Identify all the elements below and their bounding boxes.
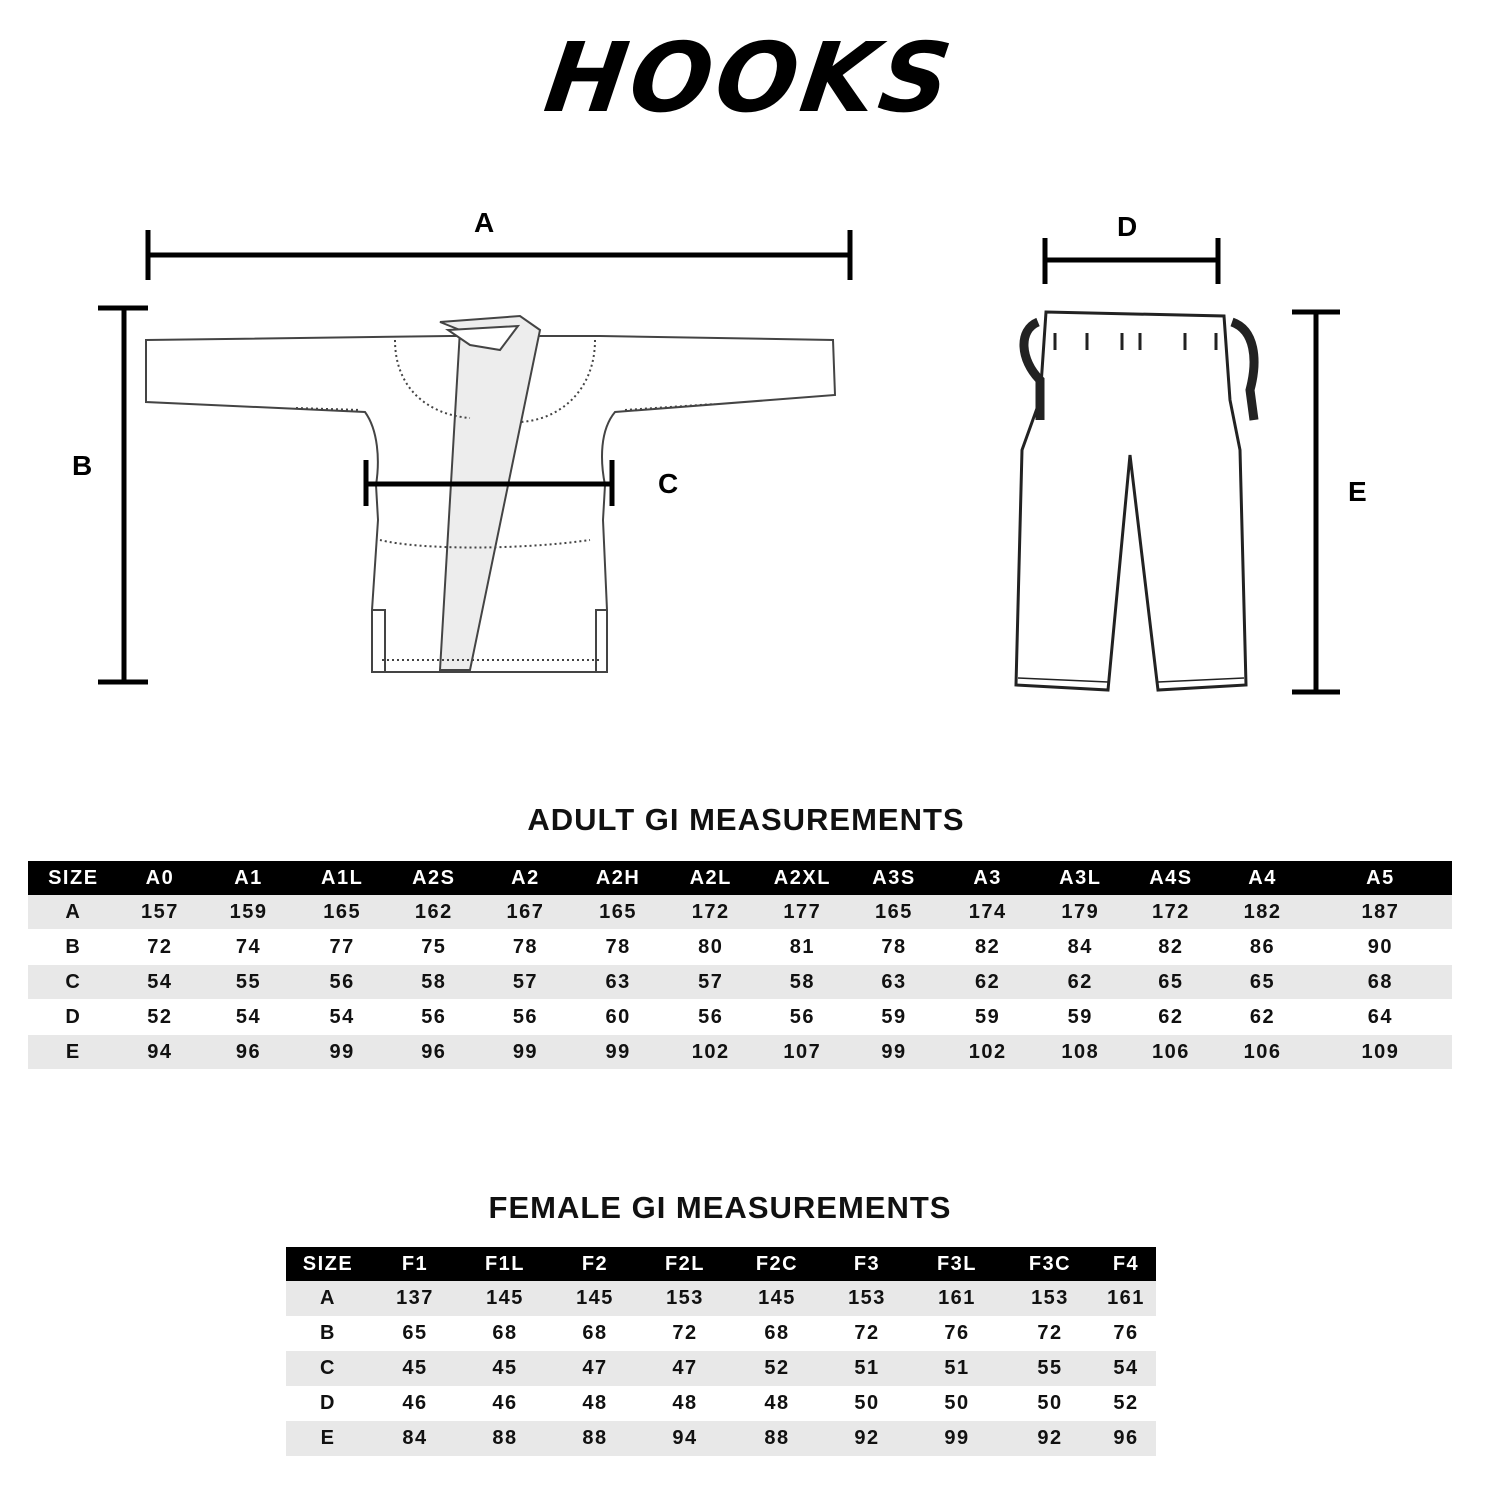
table-cell: 108 xyxy=(1035,1035,1126,1069)
column-header: F2C xyxy=(730,1247,824,1281)
column-header: A4 xyxy=(1216,861,1309,895)
table-cell: 96 xyxy=(1096,1421,1156,1456)
table-cell: 59 xyxy=(1067,1005,1093,1028)
column-header: A5 xyxy=(1309,861,1452,895)
table-cell: 165 xyxy=(572,895,665,929)
table-cell: 94 xyxy=(119,1035,202,1069)
table-cell: 161 xyxy=(910,1281,1004,1316)
table-cell: 62 xyxy=(1249,1005,1276,1028)
table-cell: 63 xyxy=(848,965,941,999)
table-cell: 153 xyxy=(1004,1281,1096,1316)
table-cell: 167 xyxy=(479,895,572,929)
table-cell: 179 xyxy=(1035,895,1126,929)
table-cell: 56 xyxy=(698,1005,724,1028)
table-cell: 55 xyxy=(201,965,296,999)
table-cell: 65 xyxy=(1216,965,1309,999)
table-cell: 145 xyxy=(550,1281,640,1316)
table-cell: 48 xyxy=(672,1392,698,1414)
table-cell: 45 xyxy=(460,1351,550,1386)
female-size-table xyxy=(286,1247,1156,1456)
table-cell: 72 xyxy=(854,1322,880,1344)
column-header: SIZE xyxy=(286,1247,370,1281)
table-cell: 59 xyxy=(881,1005,907,1028)
table-cell: 48 xyxy=(764,1392,790,1414)
adult-table-title: ADULT GI MEASUREMENTS xyxy=(527,802,965,837)
column-header: F3C xyxy=(1004,1247,1096,1281)
dimension-label-e: E xyxy=(1348,476,1367,507)
pants-illustration xyxy=(1016,312,1254,690)
adult-header-row xyxy=(28,861,1452,895)
row-label: E xyxy=(286,1421,370,1456)
table-cell: 60 xyxy=(605,1005,631,1028)
table-cell: 99 xyxy=(479,1035,572,1069)
column-header: A2L xyxy=(664,861,757,895)
column-header: A3S xyxy=(848,861,941,895)
table-cell: 88 xyxy=(730,1421,824,1456)
table-cell: 46 xyxy=(492,1392,518,1414)
table-cell: 51 xyxy=(910,1351,1004,1386)
table-cell: 78 xyxy=(605,935,631,958)
table-cell: 145 xyxy=(730,1281,824,1316)
table-cell: 76 xyxy=(1113,1322,1139,1344)
table-cell: 153 xyxy=(824,1281,910,1316)
table-cell: 56 xyxy=(789,1005,815,1028)
table-cell: 182 xyxy=(1216,895,1309,929)
table-cell: 57 xyxy=(479,965,572,999)
table-cell: 84 xyxy=(370,1421,460,1456)
table-cell: 50 xyxy=(854,1392,880,1414)
column-header: A3L xyxy=(1035,861,1126,895)
table-cell: 96 xyxy=(389,1035,480,1069)
table-cell: 86 xyxy=(1249,935,1276,958)
table-cell: 56 xyxy=(421,1005,447,1028)
column-header: F2 xyxy=(550,1247,640,1281)
dimension-label-d: D xyxy=(1117,211,1138,242)
table-cell: 145 xyxy=(460,1281,550,1316)
table-cell: 52 xyxy=(730,1351,824,1386)
table-cell: 54 xyxy=(119,965,202,999)
column-header: A3 xyxy=(940,861,1035,895)
table-row xyxy=(286,1351,1156,1386)
table-cell: 137 xyxy=(370,1281,460,1316)
female-header-row xyxy=(286,1247,1156,1281)
column-header: A0 xyxy=(119,861,202,895)
table-row xyxy=(28,1035,1452,1069)
table-cell: 54 xyxy=(235,1005,262,1028)
dimension-label-a: A xyxy=(474,207,495,238)
column-header: A2H xyxy=(572,861,665,895)
table-cell: 68 xyxy=(1309,965,1452,999)
brand-logo: HOOKS xyxy=(538,22,962,134)
table-cell: 57 xyxy=(664,965,757,999)
table-cell: 62 xyxy=(1158,1005,1184,1028)
table-cell: 58 xyxy=(389,965,480,999)
table-cell: 177 xyxy=(757,895,848,929)
table-cell: 58 xyxy=(757,965,848,999)
row-label: E xyxy=(28,1035,119,1069)
column-header: A2XL xyxy=(757,861,848,895)
table-cell: 96 xyxy=(201,1035,296,1069)
table-cell: 52 xyxy=(1113,1392,1139,1414)
table-cell: 72 xyxy=(147,935,173,958)
table-cell: 48 xyxy=(582,1392,608,1414)
table-row xyxy=(28,895,1452,929)
table-row xyxy=(286,1421,1156,1456)
column-header: SIZE xyxy=(28,861,119,895)
table-cell: 68 xyxy=(492,1322,518,1344)
table-row xyxy=(28,965,1452,999)
table-cell: 72 xyxy=(1037,1322,1063,1344)
table-cell: 54 xyxy=(329,1005,355,1028)
table-cell: 88 xyxy=(460,1421,550,1456)
table-cell: 102 xyxy=(664,1035,757,1069)
column-header: F4 xyxy=(1096,1247,1156,1281)
table-cell: 174 xyxy=(940,895,1035,929)
table-cell: 56 xyxy=(296,965,389,999)
table-cell: 99 xyxy=(910,1421,1004,1456)
jacket-illustration xyxy=(146,316,835,672)
row-label: C xyxy=(286,1351,370,1386)
table-cell: 88 xyxy=(550,1421,640,1456)
table-cell: 92 xyxy=(1004,1421,1096,1456)
table-cell: 56 xyxy=(512,1005,539,1028)
table-cell: 187 xyxy=(1309,895,1452,929)
female-table-title: FEMALE GI MEASUREMENTS xyxy=(488,1190,952,1225)
table-cell: 165 xyxy=(296,895,389,929)
table-cell: 64 xyxy=(1367,1005,1394,1028)
table-cell: 63 xyxy=(572,965,665,999)
dimension-line-e xyxy=(1292,312,1340,692)
table-cell: 172 xyxy=(664,895,757,929)
table-cell: 102 xyxy=(940,1035,1035,1069)
column-header: A1L xyxy=(296,861,389,895)
table-cell: 99 xyxy=(296,1035,389,1069)
table-cell: 99 xyxy=(848,1035,941,1069)
row-label: A xyxy=(28,895,119,929)
table-cell: 50 xyxy=(944,1392,970,1414)
table-cell: 109 xyxy=(1309,1035,1452,1069)
table-cell: 159 xyxy=(201,895,296,929)
column-header: F1L xyxy=(460,1247,550,1281)
dimension-line-d xyxy=(1045,238,1218,284)
dimension-line-b xyxy=(98,308,148,682)
table-cell: 55 xyxy=(1004,1351,1096,1386)
dimension-label-b: B xyxy=(72,450,93,481)
table-cell: 47 xyxy=(640,1351,730,1386)
table-cell: 54 xyxy=(1096,1351,1156,1386)
table-cell: 82 xyxy=(1158,935,1184,958)
table-cell: 153 xyxy=(640,1281,730,1316)
table-cell: 92 xyxy=(824,1421,910,1456)
table-row xyxy=(28,999,1452,1035)
column-header: A1 xyxy=(201,861,296,895)
row-label: B xyxy=(320,1322,336,1344)
table-cell: 75 xyxy=(421,935,447,958)
table-cell: 65 xyxy=(402,1322,428,1344)
table-cell: 107 xyxy=(757,1035,848,1069)
row-label: A xyxy=(286,1281,370,1316)
column-header: A2 xyxy=(479,861,572,895)
table-cell: 46 xyxy=(402,1392,428,1414)
table-cell: 172 xyxy=(1126,895,1217,929)
table-cell: 78 xyxy=(512,935,539,958)
column-header: A4S xyxy=(1126,861,1217,895)
table-cell: 74 xyxy=(235,935,262,958)
garment-diagram xyxy=(0,0,1500,720)
column-header: F1 xyxy=(370,1247,460,1281)
table-cell: 62 xyxy=(1035,965,1126,999)
table-cell: 84 xyxy=(1067,935,1093,958)
column-header: A2S xyxy=(389,861,480,895)
table-cell: 45 xyxy=(370,1351,460,1386)
table-cell: 59 xyxy=(975,1005,1001,1028)
column-header: F3 xyxy=(824,1247,910,1281)
table-row xyxy=(286,1386,1156,1421)
table-cell: 99 xyxy=(572,1035,665,1069)
table-cell: 162 xyxy=(389,895,480,929)
table-cell: 62 xyxy=(940,965,1035,999)
table-row xyxy=(286,1316,1156,1351)
table-cell: 165 xyxy=(848,895,941,929)
row-label: C xyxy=(28,965,119,999)
table-cell: 82 xyxy=(975,935,1001,958)
row-label: D xyxy=(320,1392,336,1414)
dimension-line-a xyxy=(148,230,850,280)
table-cell: 80 xyxy=(698,935,724,958)
table-cell: 72 xyxy=(672,1322,698,1344)
column-header: F2L xyxy=(640,1247,730,1281)
table-cell: 68 xyxy=(764,1322,790,1344)
table-cell: 94 xyxy=(640,1421,730,1456)
table-cell: 76 xyxy=(944,1322,970,1344)
table-cell: 157 xyxy=(119,895,202,929)
table-cell: 81 xyxy=(789,935,815,958)
table-cell: 77 xyxy=(329,935,355,958)
table-row xyxy=(286,1281,1156,1316)
table-cell: 52 xyxy=(147,1005,173,1028)
dimension-label-c: C xyxy=(658,468,679,499)
table-cell: 106 xyxy=(1126,1035,1217,1069)
row-label: D xyxy=(65,1005,82,1028)
table-cell: 65 xyxy=(1126,965,1217,999)
table-cell: 90 xyxy=(1367,935,1394,958)
table-cell: 106 xyxy=(1216,1035,1309,1069)
table-cell: 161 xyxy=(1096,1281,1156,1316)
table-cell: 50 xyxy=(1037,1392,1063,1414)
table-cell: 51 xyxy=(824,1351,910,1386)
column-header: F3L xyxy=(910,1247,1004,1281)
adult-size-table xyxy=(28,861,1452,1069)
row-label: B xyxy=(65,935,82,958)
table-row xyxy=(28,929,1452,965)
table-cell: 68 xyxy=(582,1322,608,1344)
table-cell: 78 xyxy=(881,935,907,958)
table-cell: 47 xyxy=(550,1351,640,1386)
